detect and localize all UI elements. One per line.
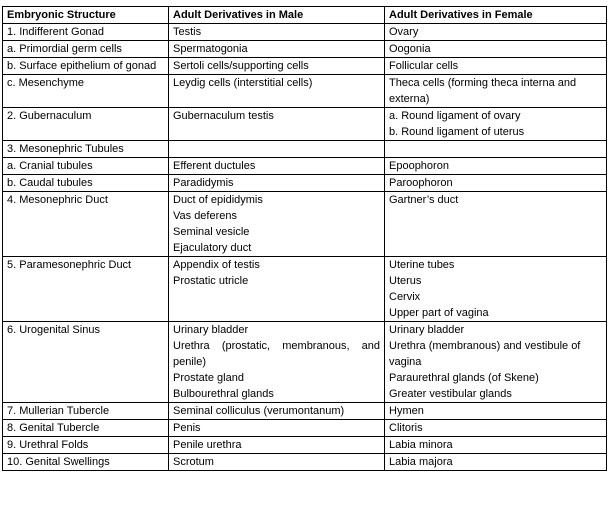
cell-female-derivatives <box>385 454 607 471</box>
male-derivative-item: Scrotum <box>173 456 214 468</box>
male-derivative-item: Ejaculatory duct <box>173 242 252 254</box>
cell-male-derivatives <box>169 322 385 403</box>
cell-embryonic-structure: b. Caudal tubules <box>3 175 169 192</box>
table-row <box>3 175 607 192</box>
female-derivative-item: Epoophoron <box>389 160 449 172</box>
female-derivative-item: Paroophoron <box>389 177 453 189</box>
cell-embryonic-structure: 7. Mullerian Tubercle <box>3 403 169 420</box>
cell-male-derivatives <box>169 141 385 158</box>
table-container <box>2 6 606 471</box>
table-row <box>3 141 607 158</box>
cell-female-derivatives <box>385 58 607 75</box>
male-derivative-item: Testis <box>173 26 202 38</box>
male-derivative-item: Seminal vesicle <box>173 226 250 238</box>
cell-male-derivatives <box>169 75 385 108</box>
female-derivative-item: Uterine tubes <box>389 259 455 271</box>
female-derivative-item: Clitoris <box>389 422 423 434</box>
male-derivative-item: Urinary bladder <box>173 324 249 336</box>
cell-male-derivatives <box>169 58 385 75</box>
male-derivative-item: Gubernaculum testis <box>173 110 274 122</box>
cell-female-derivatives <box>385 403 607 420</box>
cell-female-derivatives <box>385 141 607 158</box>
cell-female-derivatives <box>385 322 607 403</box>
female-derivative-item: Labia majora <box>389 456 453 468</box>
female-derivative-item: Hymen <box>389 405 424 417</box>
table-row <box>3 437 607 454</box>
male-derivative-item: Paradidymis <box>173 177 234 189</box>
cell-female-derivatives <box>385 108 607 141</box>
female-derivative-item: Upper part of vagina <box>389 307 489 319</box>
cell-male-derivatives <box>169 108 385 141</box>
table-row <box>3 192 607 257</box>
table-row <box>3 75 607 108</box>
cell-embryonic-structure: a. Primordial germ cells <box>3 41 169 58</box>
male-derivative-item: Prostate gland <box>173 372 244 384</box>
male-derivative-item: Sertoli cells/supporting cells <box>173 60 309 72</box>
male-derivative-item: Efferent ductules <box>173 160 256 172</box>
male-derivative-item: Penis <box>173 422 201 434</box>
cell-embryonic-structure: 8. Genital Tubercle <box>3 420 169 437</box>
header-female-derivatives: Adult Derivatives in Female <box>385 7 607 24</box>
female-derivative-item: Urinary bladder <box>389 324 465 336</box>
cell-embryonic-structure: c. Mesenchyme <box>3 75 169 108</box>
cell-female-derivatives <box>385 175 607 192</box>
female-derivative-item: Gartner’s duct <box>389 194 459 206</box>
male-derivative-item: Appendix of testis <box>173 259 260 271</box>
female-derivative-item: Theca cells (forming theca interna and externa) <box>389 77 577 105</box>
female-derivative-item: Labia minora <box>389 439 453 451</box>
female-derivative-item: Urethra (membranous) and vestibule of vagina <box>389 340 581 368</box>
table-row <box>3 24 607 41</box>
cell-embryonic-structure: 2. Gubernaculum <box>3 108 169 141</box>
cell-embryonic-structure: a. Cranial tubules <box>3 158 169 175</box>
header-embryonic-structure: Embryonic Structure <box>3 7 169 24</box>
cell-female-derivatives <box>385 437 607 454</box>
cell-male-derivatives <box>169 175 385 192</box>
cell-male-derivatives <box>169 257 385 322</box>
cell-male-derivatives <box>169 454 385 471</box>
table-row <box>3 403 607 420</box>
female-derivative-item: a. Round ligament of ovary <box>389 110 521 122</box>
cell-female-derivatives <box>385 158 607 175</box>
table-row <box>3 108 607 141</box>
table-row <box>3 158 607 175</box>
table-body <box>3 24 607 471</box>
cell-embryonic-structure: 6. Urogenital Sinus <box>3 322 169 403</box>
female-derivative-item: Paraurethral glands (of Skene) <box>389 372 539 384</box>
male-derivative-item: Bulbourethral glands <box>173 388 274 400</box>
cell-male-derivatives <box>169 403 385 420</box>
table-row <box>3 58 607 75</box>
cell-male-derivatives <box>169 437 385 454</box>
female-derivative-item: Greater vestibular glands <box>389 388 512 400</box>
cell-embryonic-structure: 3. Mesonephric Tubules <box>3 141 169 158</box>
male-derivative-item: Spermatogonia <box>173 43 248 55</box>
cell-female-derivatives <box>385 41 607 58</box>
table-row <box>3 41 607 58</box>
female-derivative-item: Cervix <box>389 291 421 303</box>
table-row <box>3 420 607 437</box>
header-male-derivatives: Adult Derivatives in Male <box>169 7 385 24</box>
cell-male-derivatives <box>169 41 385 58</box>
cell-embryonic-structure: 5. Paramesonephric Duct <box>3 257 169 322</box>
cell-male-derivatives <box>169 24 385 41</box>
male-derivative-item: Leydig cells (interstitial cells) <box>173 77 313 89</box>
embryonic-derivatives-table <box>2 6 607 471</box>
cell-female-derivatives <box>385 24 607 41</box>
cell-male-derivatives <box>169 420 385 437</box>
female-derivative-item: Oogonia <box>389 43 431 55</box>
cell-embryonic-structure: 1. Indifferent Gonad <box>3 24 169 41</box>
table-row <box>3 322 607 403</box>
table-row <box>3 257 607 322</box>
cell-male-derivatives <box>169 192 385 257</box>
cell-embryonic-structure: 10. Genital Swellings <box>3 454 169 471</box>
male-derivative-item: Duct of epididymis <box>173 194 263 206</box>
male-derivative-item: Urethra (prostatic, membranous, and penile) <box>173 340 380 368</box>
header-row <box>3 7 607 24</box>
male-derivative-item: Vas deferens <box>173 210 238 222</box>
male-derivative-item: Prostatic utricle <box>173 275 249 287</box>
female-derivative-item: b. Round ligament of uterus <box>389 126 525 138</box>
male-derivative-item: Seminal colliculus (verumontanum) <box>173 405 345 417</box>
cell-male-derivatives <box>169 158 385 175</box>
cell-female-derivatives <box>385 192 607 257</box>
cell-female-derivatives <box>385 257 607 322</box>
cell-female-derivatives <box>385 420 607 437</box>
cell-female-derivatives <box>385 75 607 108</box>
cell-embryonic-structure: 9. Urethral Folds <box>3 437 169 454</box>
table-row <box>3 454 607 471</box>
female-derivative-item: Uterus <box>389 275 422 287</box>
female-derivative-item: Follicular cells <box>389 60 459 72</box>
cell-embryonic-structure: 4. Mesonephric Duct <box>3 192 169 257</box>
female-derivative-item: Ovary <box>389 26 419 38</box>
male-derivative-item: Penile urethra <box>173 439 242 451</box>
cell-embryonic-structure: b. Surface epithelium of gonad <box>3 58 169 75</box>
